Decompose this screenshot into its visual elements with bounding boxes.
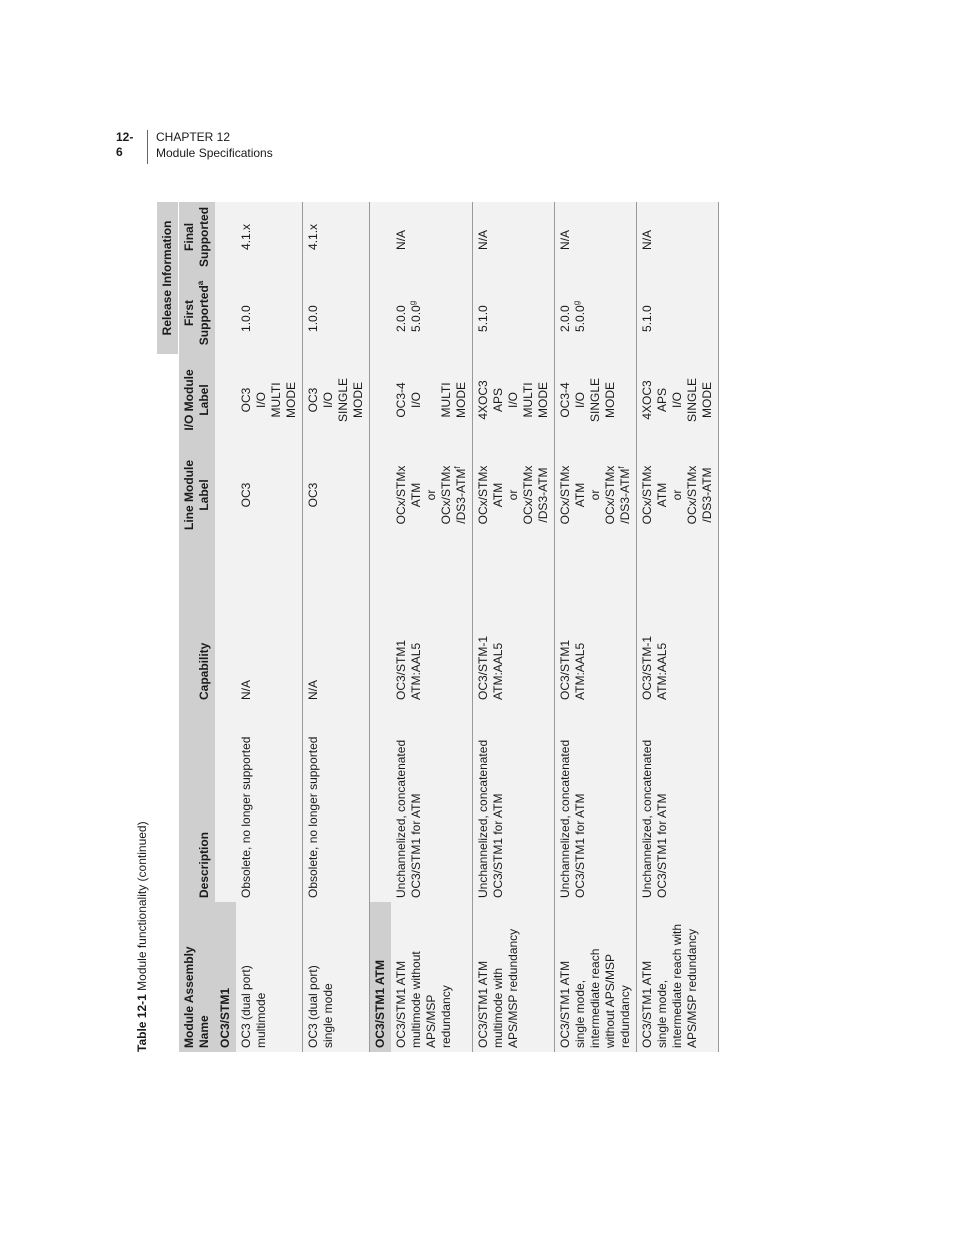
section-title: OC3/STM1	[215, 902, 236, 1052]
table-row	[555, 202, 637, 1052]
capability-cell: N/A	[303, 544, 370, 704]
header-divider	[147, 130, 148, 164]
first-supported-cell: 5.1.0	[473, 272, 555, 354]
io-module-cell: OC3 I/O SINGLE MODE	[303, 354, 370, 446]
final-supported-cell: 4.1.x	[236, 202, 303, 272]
final-supported-cell: N/A	[473, 202, 555, 272]
first-supported-cell: 1.0.0	[236, 272, 303, 354]
table-row	[391, 202, 473, 1052]
final-supported-cell: N/A	[391, 202, 473, 272]
col-header-final-supported: Final Supported	[179, 202, 216, 272]
table-caption-text: Module functionality	[135, 884, 149, 991]
chapter-label: CHAPTER 12	[156, 130, 231, 144]
col-header-description: Description	[179, 704, 216, 902]
col-header-io-module: I/O Module Label	[179, 354, 216, 446]
description-cell: Obsolete, no longer supported	[303, 704, 370, 902]
capability-cell: OC3/STM-1 ATM:AAL5	[473, 544, 555, 704]
column-header-row	[179, 202, 216, 1052]
line-module-cell: OCx/STMx ATM or OCx/STMx /DS3-ATM$^f$	[555, 446, 637, 544]
io-module-cell: OC3 I/O MULTI MODE	[236, 354, 303, 446]
release-information-header: Release Information	[157, 202, 179, 354]
description-cell: Obsolete, no longer supported	[236, 704, 303, 902]
col-header-first-supported: First Supported$^a$	[179, 272, 216, 354]
module-name-cell: OC3/STM1 ATM multimode without APS/MSP redundancy	[391, 902, 473, 1052]
table-body	[215, 202, 719, 1052]
final-supported-cell: 4.1.x	[303, 202, 370, 272]
page-number: 12-6	[116, 130, 134, 159]
table-caption	[135, 821, 149, 1052]
first-supported-cell: 1.0.0	[303, 272, 370, 354]
module-name-cell: OC3/STM1 ATM single mode, intermediate reach with APS/MSP redundancy	[637, 902, 719, 1052]
module-name-cell: OC3/STM1 ATM multimode with APS/MSP redundancy	[473, 902, 555, 1052]
capability-cell: N/A	[236, 544, 303, 704]
capability-cell: OC3/STM-1 ATM:AAL5	[637, 544, 719, 704]
col-header-line-module: Line Module Label	[179, 446, 216, 544]
description-cell: Unchannelized, concatenated OC3/STM1 for ATM	[473, 704, 555, 902]
rotated-table-region	[135, 202, 786, 1052]
io-module-cell: OC3-4 I/O SINGLE MODE	[555, 354, 637, 446]
chapter-title: Module Specifications	[156, 146, 273, 160]
table-row	[637, 202, 719, 1052]
table-row	[303, 202, 370, 1052]
line-module-cell: OC3	[303, 446, 370, 544]
module-name-cell: OC3 (dual port) single mode	[303, 902, 370, 1052]
final-supported-cell: N/A	[555, 202, 637, 272]
first-supported-cell: 2.0.0 5.0.0$^g$	[555, 272, 637, 354]
io-module-cell: 4XOC3 APS I/O MULTI MODE	[473, 354, 555, 446]
table-caption-label: Table 12-1	[135, 994, 149, 1052]
first-supported-cell: 5.1.0	[637, 272, 719, 354]
section-header-row	[215, 202, 236, 1052]
description-cell: Unchannelized, concatenated OC3/STM1 for ATM	[555, 704, 637, 902]
line-module-cell: OCx/STMx ATM or OCx/STMx /DS3-ATM$^f$	[391, 446, 473, 544]
line-module-cell: OCx/STMx ATM or OCx/STMx /DS3-ATM	[473, 446, 555, 544]
col-header-capability: Capability	[179, 544, 216, 704]
table-row	[236, 202, 303, 1052]
final-supported-cell: N/A	[637, 202, 719, 272]
description-cell: Unchannelized, concatenated OC3/STM1 for ATM	[637, 704, 719, 902]
section-header-row	[370, 202, 392, 1052]
io-module-cell: 4XOC3 APS I/O SINGLE MODE	[637, 354, 719, 446]
table-row	[473, 202, 555, 1052]
capability-cell: OC3/STM1 ATM:AAL5	[391, 544, 473, 704]
col-header-module-name: Module Assembly Name	[179, 902, 216, 1052]
table-caption-suffix: (continued)	[135, 821, 149, 882]
module-name-cell: OC3 (dual port) multimode	[236, 902, 303, 1052]
section-title: OC3/STM1 ATM	[370, 902, 392, 1052]
description-cell: Unchannelized, concatenated OC3/STM1 for ATM	[391, 704, 473, 902]
io-module-cell: OC3-4 I/O MULTI MODE	[391, 354, 473, 446]
module-functionality-table	[157, 202, 719, 1052]
module-name-cell: OC3/STM1 ATM single mode, intermediate reach without APS/MSP redundancy	[555, 902, 637, 1052]
line-module-cell: OC3	[236, 446, 303, 544]
group-header-row	[157, 202, 179, 1052]
line-module-cell: OCx/STMx ATM or OCx/STMx /DS3-ATM	[637, 446, 719, 544]
capability-cell: OC3/STM1 ATM:AAL5	[555, 544, 637, 704]
first-supported-cell: 2.0.0 5.0.0$^g$	[391, 272, 473, 354]
